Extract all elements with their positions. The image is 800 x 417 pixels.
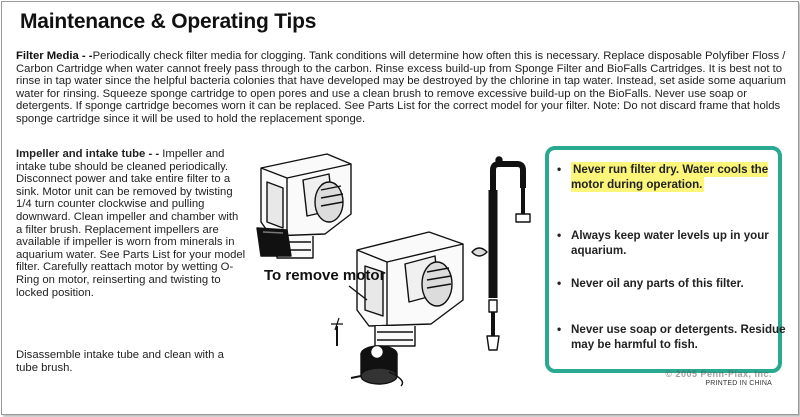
lower-filter-drawing [349,232,463,346]
page-title: Maintenance & Operating Tips [20,10,317,33]
impeller-body: Impeller and intake tube should be cleaned periodically. Disconnect power and take entire filter to a sink. Motor unit can be removed by twisting 1/4 turn counter clockwise and pulling downward. Clean impeller and chamber with a filter brush. Replacement impellers are available if impeller is worn from minerals in aquarium water. See Parts List for your model filter. Carefully reattach motor by wetting O-Ring on motor, reinserting and twisting to locked position. [16,148,246,299]
bullet-icon: • [557,228,562,242]
filter-media-section [16,50,788,126]
intake-tube-drawing [487,157,530,350]
impeller-heading: Impeller and intake tube - - [16,148,160,160]
filter-media-heading: Filter Media - - [16,50,93,62]
tip-item [553,276,789,291]
tip-item [553,228,789,258]
tip-item [553,162,789,192]
bullet-icon: • [557,162,562,176]
bullet-icon: • [557,276,562,290]
copyright-notice: © 2005 Penn-Plax, Inc. [665,369,772,379]
tip-item [553,322,789,352]
filter-media-body: Periodically check filter media for clogging. Tank conditions will determine how often this is necessary. Replace disposable Polyfiber Floss / Carbon Cartridge when water cannot freely pass through to the carbon. Rinse excess build-up from Sponge Filter and BioFalls Cartridges. It is best not to rinse in tap water since the helpful bacteria colonies that have developed may be destroyed by the chlorine in tap water. Instead, set aside some aquarium water for rinsing. Squeeze sponge cartridge to open pores and use a clean brush to remove excessive build-up on the BioFalls. Never use soap or detergents. If sponge cartridge becomes worn it can be replaced. See Parts List for the correct model for your filter. Note: Do not discard frame that holds sponge cartridge since it will be used to hold the replacement sponge. [16,50,786,125]
impeller-section [16,148,246,299]
tip-text: Always keep water levels up in your aquarium. [571,229,769,257]
remove-motor-label: To remove motor [264,267,386,284]
intake-tube-note: Disassemble intake tube and clean with a tube brush. [16,349,224,374]
bullet-icon: • [557,322,562,336]
tip-text: Never use soap or detergents. Residue may be harmful to fish. [571,323,786,351]
printed-in-label: PRINTED IN CHINA [705,380,772,387]
filter-illustration [217,140,537,390]
instruction-sheet [1,1,799,415]
impeller-motor-drawing [351,346,403,386]
safety-tips-box [545,146,786,373]
highlighted-tip-text: Never run filter dry. Water cools the motor during operation. [571,163,769,191]
tip-text: Never oil any parts of this filter. [571,277,744,290]
